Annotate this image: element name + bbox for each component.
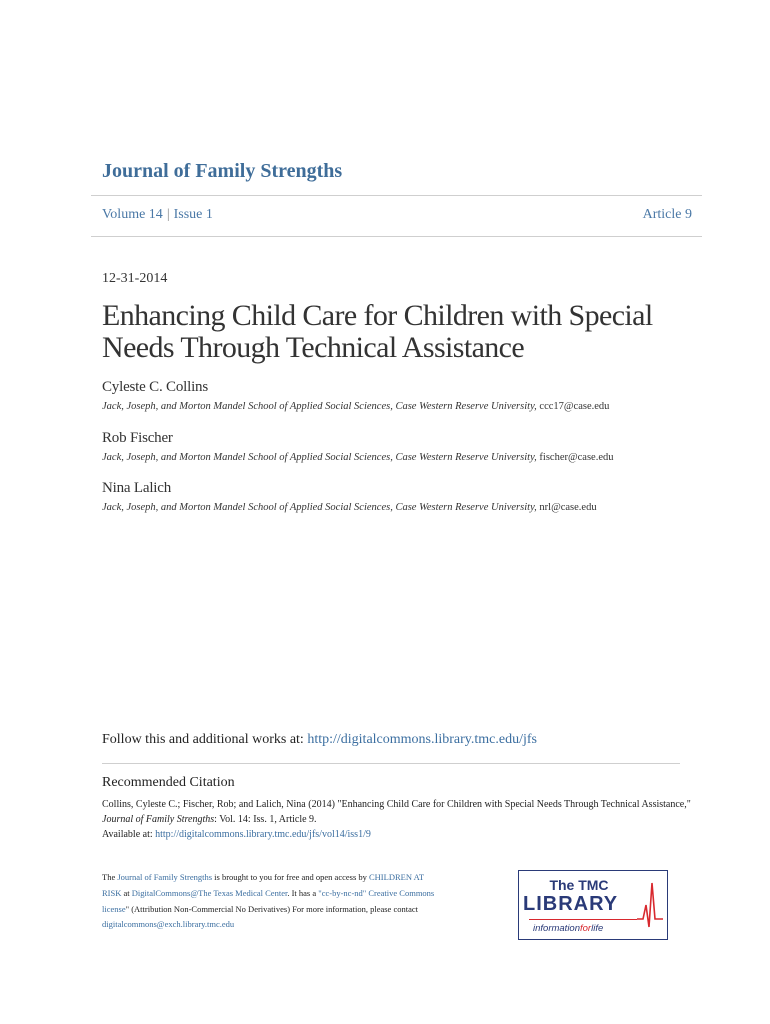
citation-url-link[interactable]: http://digitalcommons.library.tmc.edu/jfs/vol14/iss1/9 [155, 829, 371, 840]
journal-link[interactable]: Journal of Family Strengths [117, 872, 213, 882]
digitalcommons-link[interactable]: DigitalCommons@The Texas Medical Center [131, 887, 288, 898]
logo-underline [529, 919, 637, 920]
issue-separator: | [166, 207, 170, 222]
author-block [102, 480, 597, 513]
article-number[interactable]: Article 9 [642, 207, 692, 222]
author-email[interactable]: fischer@case.edu [539, 452, 614, 463]
follow-line [102, 732, 537, 748]
tmc-library-logo[interactable] [518, 870, 668, 940]
follow-url-link[interactable]: http://digitalcommons.library.tmc.edu/jfs [307, 732, 537, 747]
author-name: Cyleste C. Collins [102, 379, 208, 395]
author-name: Nina Lalich [102, 480, 172, 496]
logo-tagline: informationforlife [533, 923, 604, 934]
issue-line [102, 207, 692, 223]
issue-link[interactable]: Issue 1 [173, 207, 213, 222]
header-divider-bottom [91, 236, 702, 237]
header-divider-top [91, 195, 702, 196]
author-affiliation: Jack, Joseph, and Morton Mandel School of Applied Social Sciences, Case Western Reserve University, ccc17@case.edu [102, 401, 610, 412]
citation-text: Collins, Cyleste C.; Fischer, Rob; and Lalich, Nina (2014) "Enhancing Child Care for Children with Special Needs Through Technical Assistance," Journal of Family Strengths: Vol. 14: Iss. 1, Article 9. Available at: http://digitalcommons.library.tmc.edu/jfs/vol14/iss1/9 [102, 799, 691, 840]
citation-journal: Journal of Family Strengths [102, 814, 215, 825]
journal-title[interactable]: Journal of Family Strengths [102, 160, 343, 182]
author-name: Rob Fischer [102, 430, 173, 446]
available-label: Available at: [102, 829, 153, 840]
author-block [102, 430, 614, 463]
article-title: Enhancing Child Care for Children with Special Needs Through Technical Assistance [102, 299, 653, 364]
logo-line2: LIBRARY [523, 893, 619, 915]
publication-date: 12-31-2014 [102, 271, 168, 286]
children-at-risk-link[interactable]: CHILDREN AT RISK [102, 872, 424, 898]
author-email[interactable]: nrl@case.edu [539, 502, 597, 513]
follow-divider [102, 763, 680, 764]
logo-line1: The TMC [549, 877, 609, 893]
author-email[interactable]: ccc17@case.edu [539, 401, 610, 412]
author-affiliation: Jack, Joseph, and Morton Mandel School of Applied Social Sciences, Case Western Reserve University, nrl@case.edu [102, 502, 597, 513]
contact-email-link[interactable]: digitalcommons@exch.library.tmc.edu [102, 919, 235, 930]
volume-link[interactable]: Volume 14 [102, 207, 163, 222]
license-link[interactable]: "cc-by-nc-nd" Creative Commons license [102, 887, 435, 914]
follow-label: Follow this and additional works at: [102, 732, 304, 747]
access-notice: The Journal of Family Strengths is brought to you for free and open access by CHILDREN AT RISK at DigitalCommons@The Texas Medical Center. It has a "cc-by-nc-nd" Creative Commons license" (Attribution Non-Commercial No Derivatives) For more information, please contact digitalcommons@exch.library.tmc.edu [102, 872, 435, 930]
author-block [102, 379, 609, 412]
heartbeat-icon [637, 875, 663, 935]
author-affiliation: Jack, Joseph, and Morton Mandel School of Applied Social Sciences, Case Western Reserve University, fischer@case.edu [102, 452, 614, 463]
recommended-citation-heading: Recommended Citation [102, 775, 235, 790]
